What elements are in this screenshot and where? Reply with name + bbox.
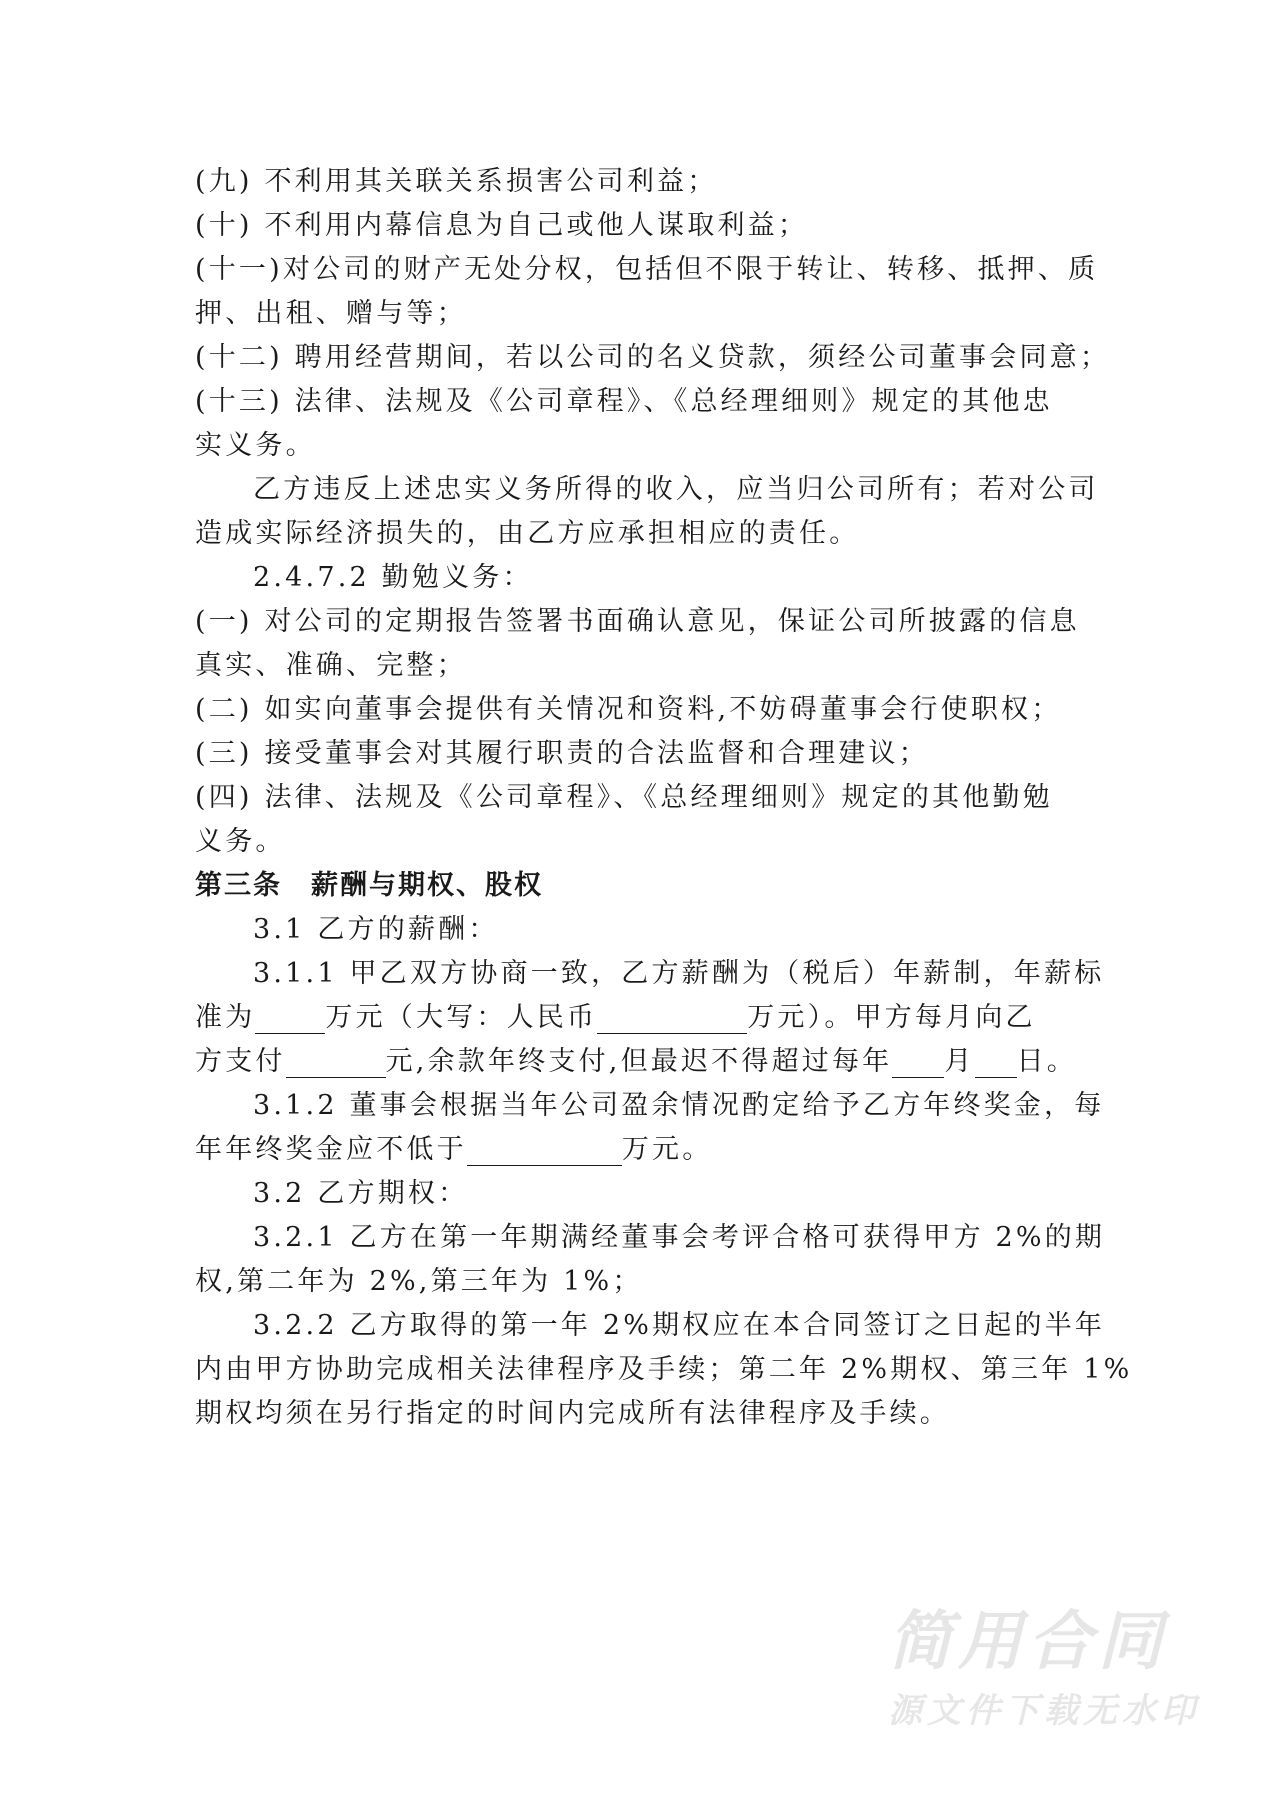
document-page (195, 160, 1133, 1436)
paragraph-line: 3.2.2 乙方取得的第一年 2%期权应在本合同签订之日起的半年 (253, 1310, 1106, 1341)
clause-line: 义务。 (195, 826, 286, 857)
clause-line: (四) 法律、法规及《公司章程》、《总经理细则》规定的其他勤勉 (195, 782, 1053, 813)
salary-in-words-blank[interactable] (597, 1001, 747, 1034)
clause-line: (九) 不利用其关联关系损害公司利益； (195, 166, 718, 197)
label-text: 元,余款年终支付,但最迟不得超过每年 (385, 1046, 893, 1077)
label-text: 万元（大写：人民币 (325, 1002, 598, 1033)
label-text: 准为 (195, 1002, 256, 1033)
section-heading-2-4-7-2: 2.4.7.2 勤勉义务： (253, 562, 533, 593)
paragraph-line: 权,第二年为 2%,第三年为 1%； (195, 1266, 643, 1297)
article-three-heading: 第三条 薪酬与期权、股权 (195, 870, 543, 901)
clause-line: (十二) 聘用经营期间，若以公司的名义贷款，须经公司董事会同意； (195, 342, 1111, 373)
month-blank[interactable] (892, 1045, 944, 1078)
annual-salary-blank[interactable] (255, 1001, 325, 1034)
clause-line: 实义务。 (195, 430, 316, 461)
clause-line: 押、出租、赠与等； (195, 298, 467, 329)
clause-line: (二) 如实向董事会提供有关情况和资料,不妨碍董事会行使职权； (195, 694, 1062, 725)
label-text: 年年终奖金应不低于 (195, 1134, 467, 1165)
payment-line (195, 1040, 1095, 1084)
paragraph-line: 3.1.1 甲乙双方协商一致，乙方薪酬为（税后）年薪制，年薪标 (253, 958, 1105, 989)
bonus-line (195, 1128, 1095, 1172)
section-heading-3-2: 3.2 乙方期权： (253, 1178, 469, 1209)
watermark-brand: 简用合同 (888, 1605, 1168, 1679)
label-text: 万元）。甲方每月向乙 (747, 1002, 1036, 1033)
paragraph-line: 3.1.2 董事会根据当年公司盈余情况酌定给予乙方年终奖金，每 (253, 1090, 1105, 1121)
clause-line: (三) 接受董事会对其履行职责的合法监督和合理建议； (195, 738, 929, 769)
paragraph-line: 造成实际经济损失的，由乙方应承担相应的责任。 (195, 518, 860, 549)
salary-line (195, 996, 1095, 1040)
paragraph-line: 内由甲方协助完成相关法律程序及手续；第二年 2%期权、第三年 1% (195, 1354, 1133, 1385)
clause-line: (十) 不利用内幕信息为自己或他人谋取利益； (195, 210, 809, 241)
clause-line: (十一)对公司的财产无处分权，包括但不限于转让、转移、抵押、质 (195, 254, 1099, 285)
section-heading-3-1: 3.1 乙方的薪酬： (253, 914, 499, 945)
clause-line: (十三) 法律、法规及《公司章程》、《总经理细则》规定的其他忠 (195, 386, 1053, 417)
label-text: 方支付 (195, 1046, 286, 1077)
clause-line: (一) 对公司的定期报告签署书面确认意见，保证公司所披露的信息 (195, 606, 1080, 637)
monthly-payment-blank[interactable] (286, 1045, 386, 1078)
paragraph-line: 3.2.1 乙方在第一年期满经董事会考评合格可获得甲方 2%的期 (253, 1222, 1106, 1253)
label-text: 月 (944, 1046, 975, 1077)
day-blank[interactable] (975, 1045, 1017, 1078)
watermark-tagline: 源文件下载无水印 (888, 1691, 1200, 1731)
label-text: 万元。 (621, 1134, 713, 1165)
paragraph-line: 乙方违反上述忠实义务所得的收入，应当归公司所有；若对公司 (253, 474, 1099, 505)
label-text: 日。 (1016, 1046, 1077, 1077)
bonus-amount-blank[interactable] (467, 1133, 622, 1166)
paragraph-line: 期权均须在另行指定的时间内完成所有法律程序及手续。 (195, 1398, 950, 1429)
clause-line: 真实、准确、完整； (195, 650, 467, 681)
